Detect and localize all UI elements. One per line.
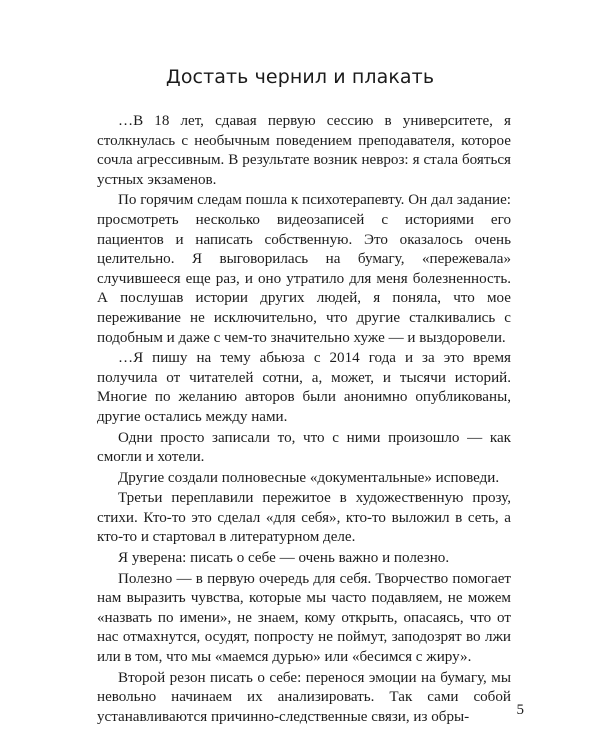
- paragraph: …Я пишу на тему абьюза с 2014 года и за это время получила от читателей сотни, а, может, и тысячи историй. Многие по желанию авторов были анонимно опубликованы, другие остались между нами.: [97, 350, 511, 425]
- page-number: 5: [516, 702, 524, 718]
- body-text: [97, 112, 511, 727]
- paragraph: По горячим следам пошла к психотерапевту. Он дал задание: просмотреть несколько видеозаписей с историями его пациентов и написать собственную. Это оказалось очень целительно. Я выговорилась на бумагу, «пережевала» случившееся еще раз, и оно утратило для меня болезненность. А послушав истории других людей, я поняла, что мое переживание не исключительно, что другие сталкивались с подобным и даже с чем-то значительно хуже — и выздоровели.: [97, 192, 511, 346]
- paragraph: Другие создали полновесные «документальные» исповеди.: [118, 469, 500, 486]
- paragraph: …В 18 лет, сдавая первую сессию в университете, я столкнулась с необычным поведением преподавателя, которое сочла агрессивным. В результате возник невроз: я стала бояться устных экзаменов.: [97, 113, 511, 188]
- paragraph: Полезно — в первую очередь для себя. Творчество помогает нам выразить чувства, которые мы часто подавляем, не можем «назвать по имени», не знаем, кому открыть, опасаясь, что от нас отмахнутся, осудят, попросту не поймут, заподозрят во лжи или в том, что мы «маемся дурью» или «бесимся с жиру».: [97, 570, 511, 666]
- paragraph: Я уверена: писать о себе — очень важно и полезно.: [118, 550, 450, 567]
- paragraph: Второй резон писать о себе: перенося эмоции на бумагу, мы невольно начинаем их анализировать. Так сами собой устанавливаются причинно-следственные связи, из обры-: [97, 669, 511, 725]
- page-title: Достать чернил и плакать: [165, 66, 435, 88]
- paragraph: Одни просто записали то, что с ними произошло — как смогли и хотели.: [97, 429, 511, 466]
- paragraph: Третьи переплавили пережитое в художественную прозу, стихи. Кто-то это сделал «для себя», кто-то выложил в сеть, а кто-то и стартовал в литературном деле.: [97, 490, 511, 546]
